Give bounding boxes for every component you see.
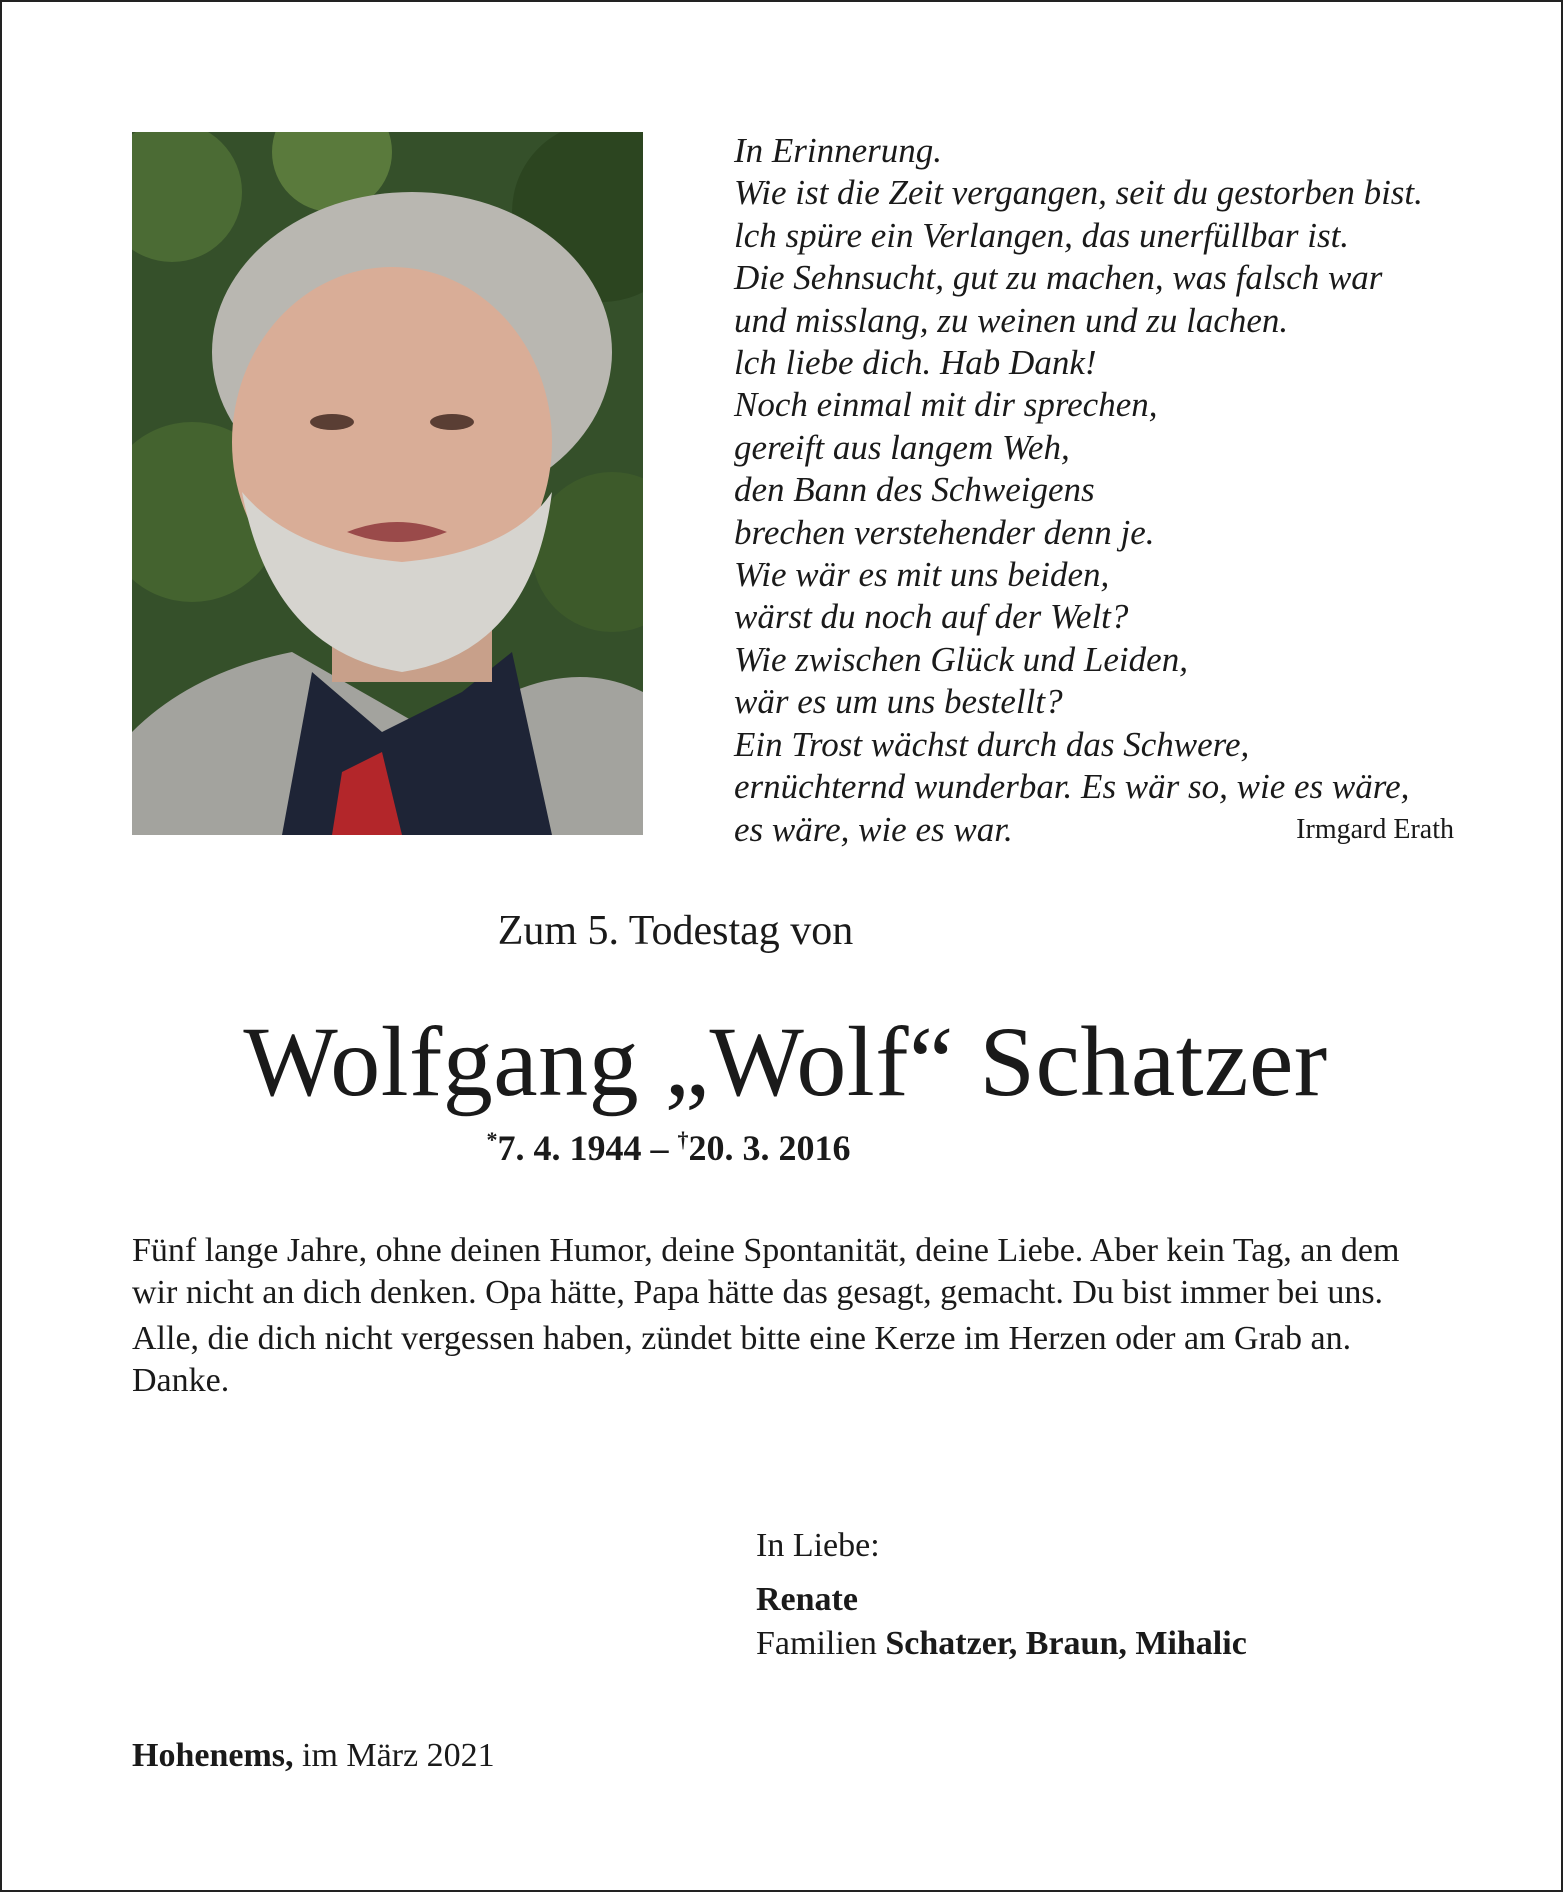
poem-line: ernüchternd wunderbar. Es wär so, wie es wäre, xyxy=(734,767,1410,807)
poem-line: Die Sehnsucht, gut zu machen, was falsch war xyxy=(734,258,1383,298)
poem-line: den Bann des Schweigens xyxy=(734,470,1095,510)
place-name: Hohenems, xyxy=(132,1737,294,1774)
life-dates-text xyxy=(487,1128,851,1168)
signature-block xyxy=(756,1524,1247,1666)
deceased-name: Wolfgang „Wolf“ Schatzer xyxy=(243,1006,1328,1117)
poem xyxy=(734,130,1454,851)
poem-line: Wie zwischen Glück und Leiden, xyxy=(734,639,1188,679)
poem-author: Irmgard Erath xyxy=(1296,813,1454,845)
poem-line: lch liebe dich. Hab Dank! xyxy=(734,343,1097,383)
signature-name: Renate xyxy=(756,1581,858,1618)
memorial-paragraph: Alle, die dich nicht vergessen haben, zündet bitte eine Kerze im Herzen oder am Grab an. Danke. xyxy=(132,1320,1352,1399)
place-date xyxy=(132,1737,495,1775)
poem-line: es wäre, wie es war. xyxy=(734,809,1013,849)
anniversary-intro-text: Zum 5. Todestag von xyxy=(497,908,854,954)
life-dates xyxy=(2,1127,1567,1169)
death-symbol: † xyxy=(677,1127,689,1152)
poem-line: wärst du noch auf der Welt? xyxy=(734,597,1129,637)
portrait-illustration xyxy=(132,132,643,835)
poem-line: Noch einmal mit dir sprechen, xyxy=(734,385,1158,425)
poem-line: gereift aus langem Weh, xyxy=(734,427,1070,467)
birth-date: 7. 4. 1944 xyxy=(497,1128,642,1168)
poem-line: Ein Trost wächst durch das Schwere, xyxy=(734,724,1250,764)
signature-intro: In Liebe: xyxy=(756,1527,880,1564)
anniversary-intro xyxy=(2,907,1567,955)
notice-date: im März 2021 xyxy=(293,1737,495,1774)
poem-line: Wie wär es mit uns beiden, xyxy=(734,555,1110,595)
families-prefix: Familien xyxy=(756,1625,886,1662)
poem-line: Wie ist die Zeit vergangen, seit du gestorben bist. xyxy=(734,173,1423,213)
families-names: Schatzer, Braun, Mihalic xyxy=(885,1625,1247,1662)
memorial-paragraph: Fünf lange Jahre, ohne deinen Humor, deine Spontanität, deine Liebe. Aber kein Tag, an dem wir nicht an dich denken. Opa hätte, Papa hätte das gesagt, gemacht. Du bist immer bei uns. xyxy=(132,1232,1400,1311)
poem-line: und misslang, zu weinen und zu lachen. xyxy=(734,300,1289,340)
signature-families xyxy=(756,1622,1247,1666)
date-separator: – xyxy=(641,1128,678,1168)
poem-line: lch spüre ein Verlangen, das unerfüllbar ist. xyxy=(734,215,1350,255)
poem-line: wär es um uns bestellt? xyxy=(734,682,1063,722)
memorial-text xyxy=(132,1230,1452,1406)
poem-last-line xyxy=(734,809,1454,851)
birth-symbol: * xyxy=(486,1127,498,1152)
death-date: 20. 3. 2016 xyxy=(688,1128,851,1168)
portrait-photo xyxy=(132,132,643,835)
poem-line: In Erinnerung. xyxy=(734,131,943,170)
poem-line: brechen verstehender denn je. xyxy=(734,512,1155,552)
